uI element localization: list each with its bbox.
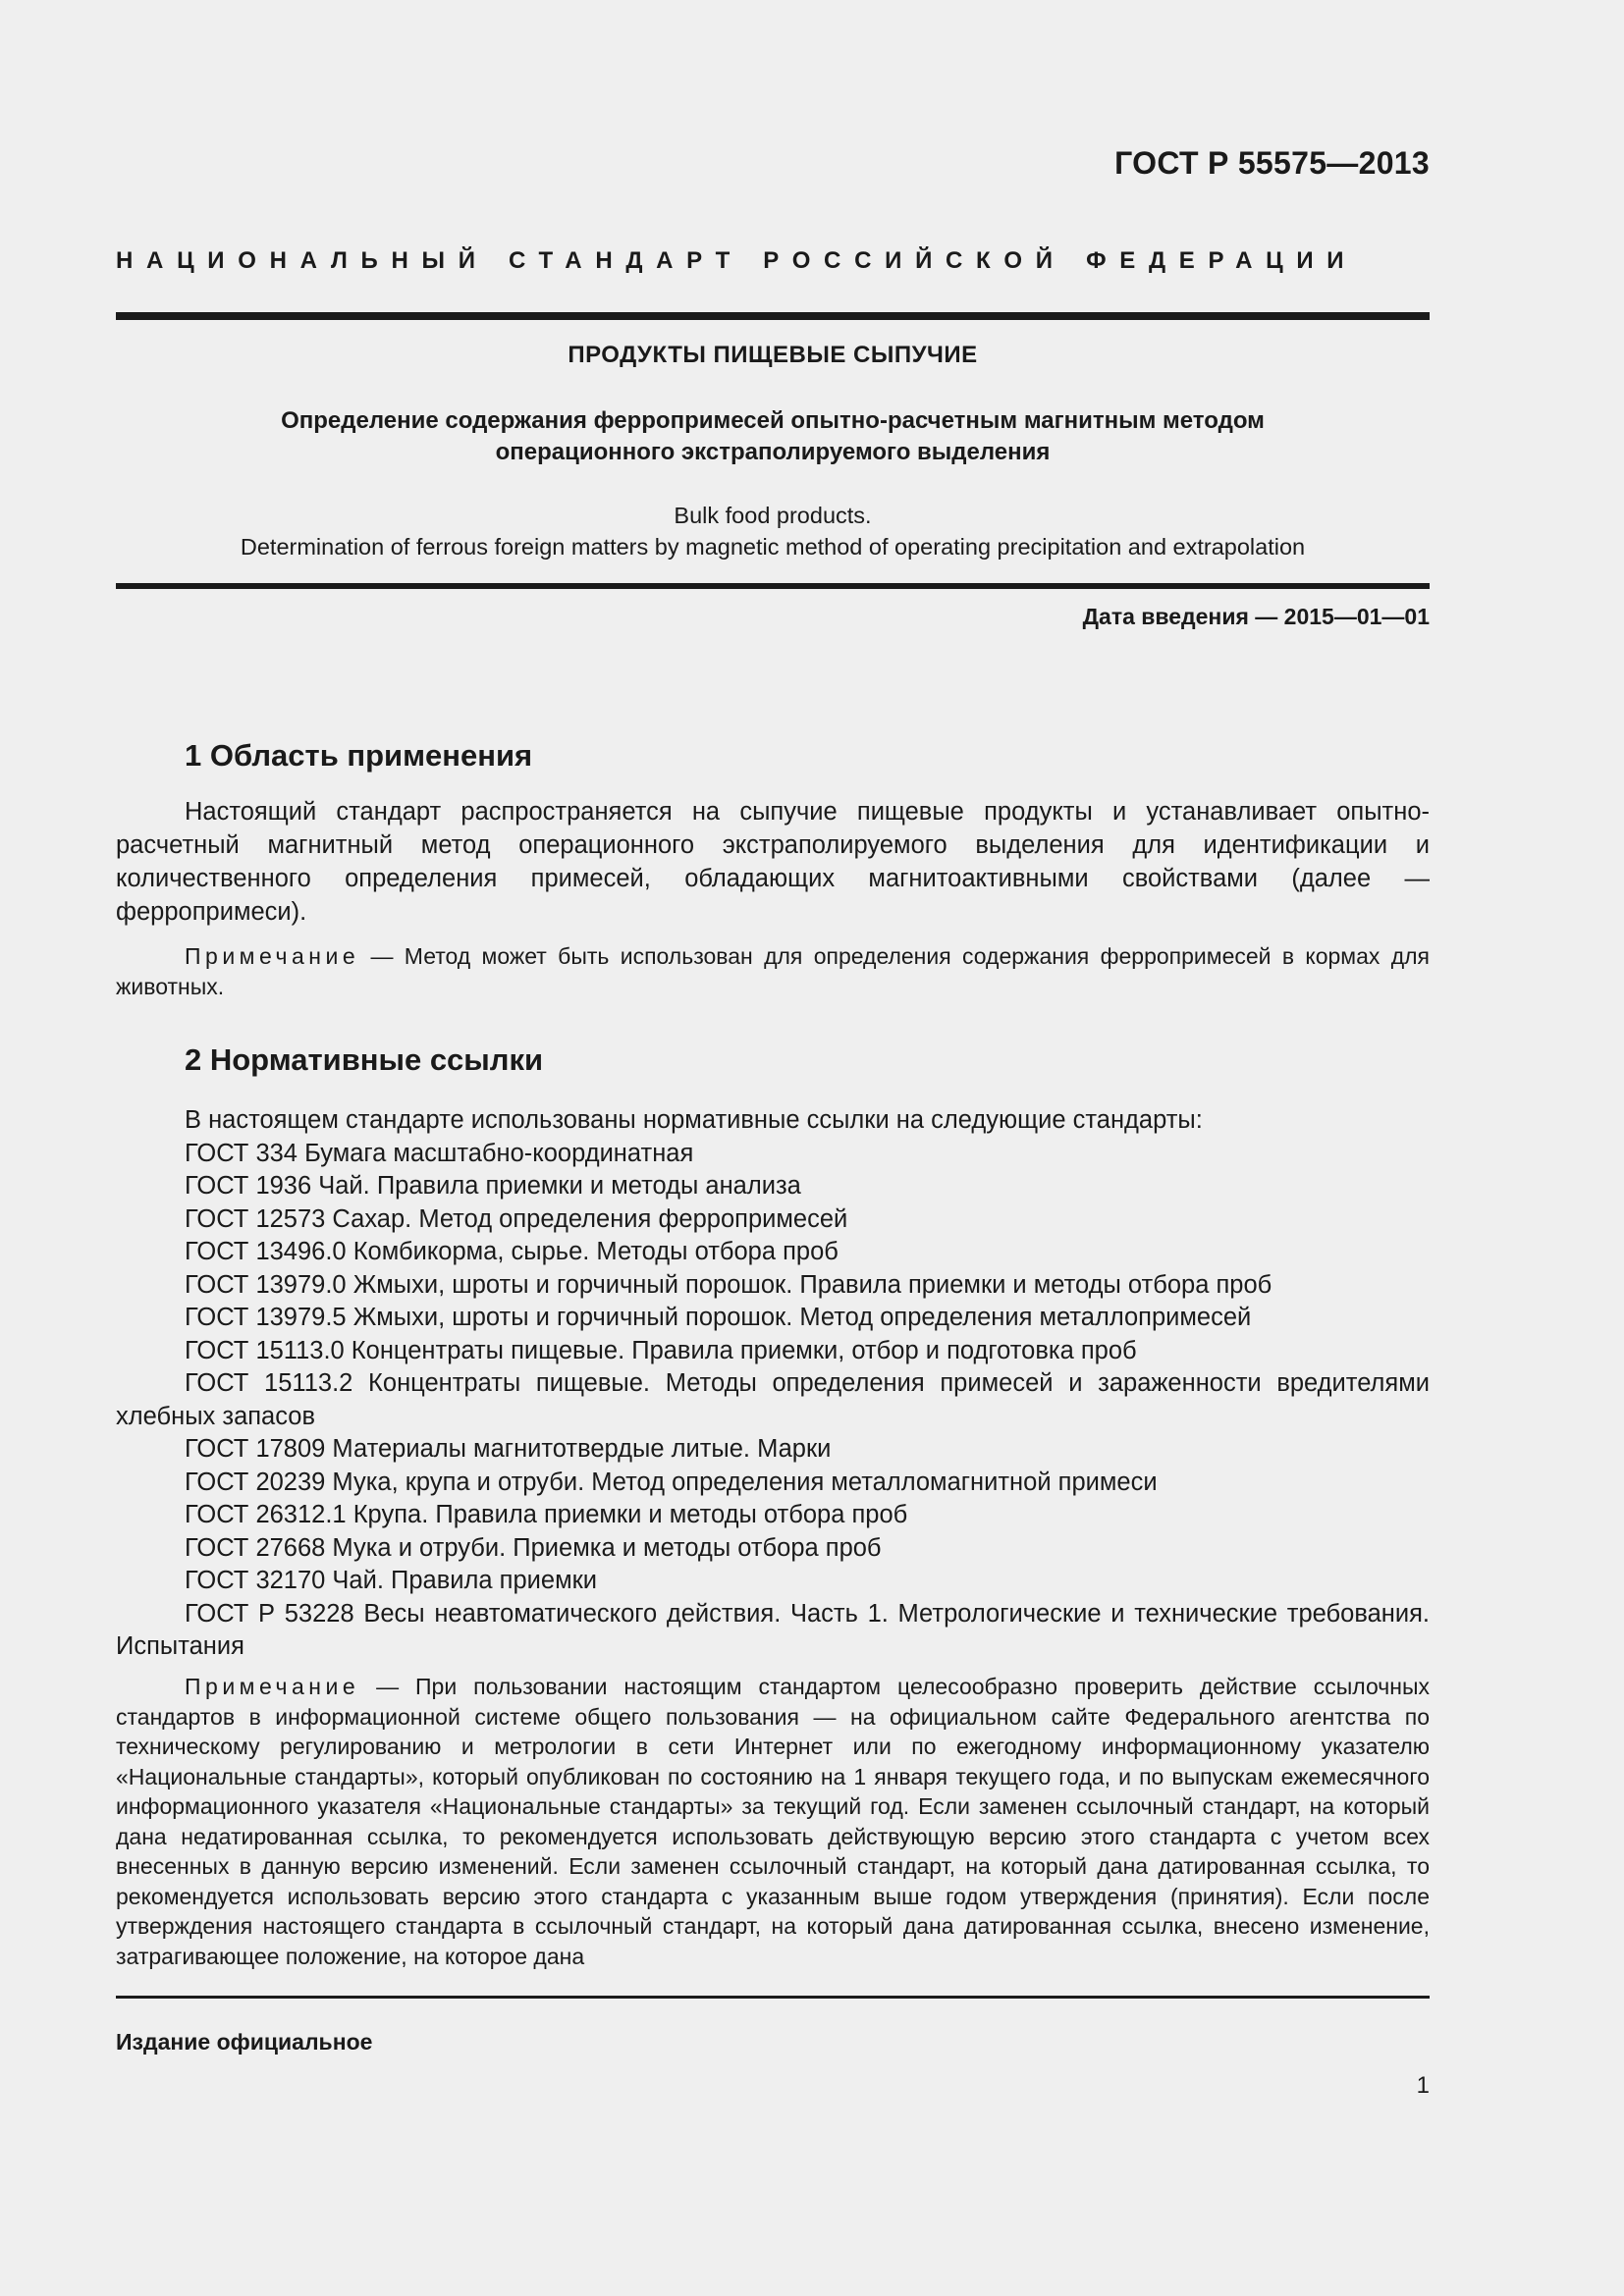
title-divider (116, 583, 1430, 589)
reference-item: ГОСТ 13496.0 Комбикорма, сырье. Методы отбора проб (185, 1238, 839, 1265)
reference-item: ГОСТ 1936 Чай. Правила приемки и методы анализа (185, 1172, 801, 1200)
reference-item: ГОСТ 20239 Мука, крупа и отруби. Метод определения металломагнитной примеси (185, 1468, 1158, 1496)
document-subtitle-ru (116, 405, 1430, 468)
reference-item: ГОСТ 13979.0 Жмыхи, шроты и горчичный порошок. Правила приемки и методы отбора проб (185, 1270, 1272, 1299)
references-intro: В настоящем стандарте использованы нормативные ссылки на следующие стандарты: (185, 1106, 1203, 1134)
subtitle-ru-line-2: операционного экстраполируемого выделения (495, 439, 1051, 465)
note-label: Примечание (185, 943, 360, 969)
header-divider (116, 312, 1430, 320)
reference-item: ГОСТ 27668 Мука и отруби. Приемка и методы отбора проб (185, 1533, 882, 1562)
reference-item: ГОСТ 26312.1 Крупа. Правила приемки и методы отбора проб (185, 1501, 908, 1528)
section-1-note (116, 941, 1430, 1001)
document-page (116, 0, 1430, 2296)
section-2-heading: 2 Нормативные ссылки (185, 1042, 544, 1077)
document-title: ПРОДУКТЫ ПИЩЕВЫЕ СЫПУЧИЕ (568, 342, 978, 368)
reference-item: ГОСТ 32170 Чай. Правила приемки (185, 1567, 598, 1594)
page-number: 1 (1416, 2072, 1430, 2099)
note-text: — Метод может быть использован для определения содержания ферропримесей в кормах для животных. (116, 943, 1430, 999)
reference-item: ГОСТ 15113.2 Концентраты пищевые. Методы определения примесей и зараженности вредителями хлебных запасов (116, 1369, 1430, 1430)
reference-item: ГОСТ 334 Бумага масштабно-координатная (185, 1139, 694, 1167)
reference-item: ГОСТ 17809 Материалы магнитотвердые литые. Марки (185, 1435, 832, 1463)
document-subtitle-en (116, 500, 1430, 562)
section-1-heading: 1 Область применения (185, 738, 533, 773)
reference-item: ГОСТ 12573 Сахар. Метод определения ферропримесей (185, 1204, 848, 1233)
section-1-paragraph: Настоящий стандарт распространяется на сыпучие пищевые продукты и устанавливает опытно-расчетный магнитный метод операционного экстраполируемого выделения для идентификации и количественного определения примесей, обладающих магнитоактивными свойствами (далее — ферропримеси). (116, 798, 1430, 926)
normative-references-list (116, 1104, 1430, 1664)
reference-item: ГОСТ 13979.5 Жмыхи, шроты и горчичный порошок. Метод определения металлопримесей (185, 1304, 1252, 1331)
note-text: — При пользовании настоящим стандартом целесообразно проверить действие ссылочных стандартов в информационной системе общего пользования — на официальном сайте Федерального агентства по техническому регулированию и метрологии в сети Интернет или по ежегодному информационному указателю «Национальные стандарты», который опубликован по состоянию на 1 января текущего года, и по выпускам ежемесячного информационного указателя «Национальные стандарты» за текущий год. Если заменен ссылочный стандарт, на который дана недатированная ссылка, то рекомендуется использовать действующую версию этого стандарта с учетом всех внесенных в данную версию изменений. Если заменен ссылочный стандарт, на который дана датированная ссылка, то рекомендуется использовать версию этого стандарта с указанным выше годом утверждения (принятия). Если после утверждения настоящего стандарта в ссылочный стандарт, на который дана датированная ссылка, внесено изменение, затрагивающее положение, на которое дана (116, 1674, 1430, 1969)
subtitle-ru-line-1: Определение содержания ферропримесей опытно-расчетным магнитным методом (281, 407, 1265, 434)
reference-item: ГОСТ 15113.0 Концентраты пищевые. Правила приемки, отбор и подготовка проб (185, 1336, 1137, 1364)
note-label: Примечание (185, 1674, 360, 1699)
subtitle-en-line-2: Determination of ferrous foreign matters by magnetic method of operating precipitation and extrapolation (240, 534, 1306, 560)
subtitle-en-line-1: Bulk food products. (674, 503, 872, 528)
national-standard-banner: НАЦИОНАЛЬНЫЙ СТАНДАРТ РОССИЙСКОЙ ФЕДЕРАЦИИ (116, 247, 1358, 274)
section-2-note (116, 1672, 1430, 1971)
introduction-date: Дата введения — 2015—01—01 (1082, 604, 1430, 629)
reference-item: ГОСТ Р 53228 Весы неавтоматического действия. Часть 1. Метрологические и технические требования. Испытания (116, 1599, 1430, 1660)
footer-divider (116, 1996, 1430, 1999)
official-edition-label: Издание официальное (116, 2029, 373, 2055)
document-number: ГОСТ Р 55575—2013 (1114, 145, 1430, 181)
